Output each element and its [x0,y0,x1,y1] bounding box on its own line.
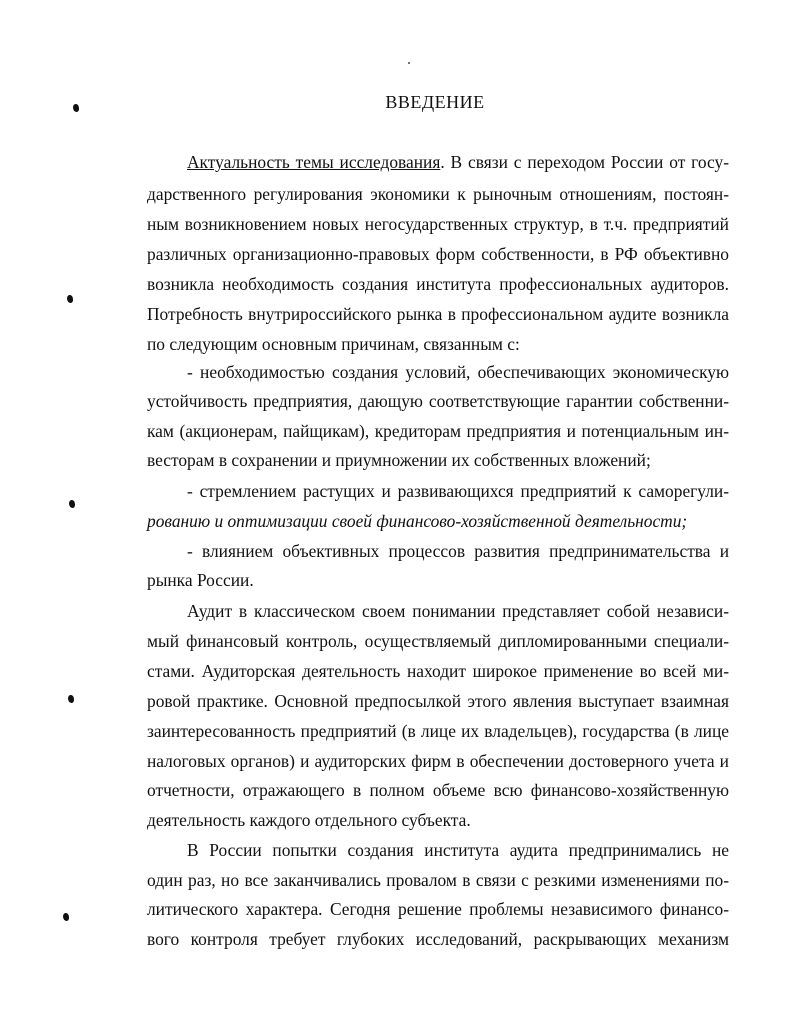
text-line: мый финансовый контроль, осуществляемый дипломированными специали- [147,631,729,651]
binding-hole-mark [69,500,75,508]
text-line-rest: . В связи с переходом России от госу- [440,152,729,172]
text-line: устойчивость предприятия, дающую соответствующие гарантии собственни- [147,391,729,411]
text-line: рынка России. [147,570,254,590]
scan-speck [408,62,410,64]
text-line: стами. Аудиторская деятельность находит широкое применение во всей ми- [147,661,729,681]
text-line: различных организационно-правовых форм собственности, в РФ объективно [147,244,729,264]
text-line: отчетности, отражающего в полном объеме всю финансово-хозяйственную [147,780,729,800]
text-line: заинтересованность предприятий (в лице их владельцев), государства (в лице [147,721,729,741]
binding-hole-mark [68,695,74,703]
binding-hole-mark [63,913,69,921]
paragraph-first-line: Аудит в классическом своем понимании представляет собой независи- [187,601,729,621]
text-line: дарственного регулирования экономики к рыночным отношениям, постоян- [147,184,729,204]
text-line: деятельность каждого отдельного субъекта. [147,810,471,830]
binding-hole-mark [67,295,73,303]
text-line: рованию и оптимизации своей финансово-хозяйственной деятельности; [147,511,688,531]
text-line: весторам в сохранении и приумножении их собственных вложений; [147,450,651,470]
page-title: ВВЕДЕНИЕ [385,92,485,112]
list-item-line: - влиянием объективных процессов развития предпринимательства и [187,541,729,561]
topic-relevance-heading: Актуальность темы исследования [187,152,441,172]
text-line: вого контроля требует глубоких исследований, раскрывающих механизм [147,929,729,949]
text-line: налоговых органов) и аудиторских фирм в обеспечении достоверного учета и [147,751,729,771]
text-line: литического характера. Сегодня решение проблемы независимого финансо- [147,899,729,919]
text-line: по следующим основным причинам, связанным с: [147,334,520,354]
list-item-line: - необходимостью создания условий, обеспечивающих экономическую [187,362,729,382]
list-item-line: - стремлением растущих и развивающихся предприятий к саморегули- [187,481,729,501]
text-line: возникла необходимость создания института профессиональных аудиторов. [147,274,729,294]
paragraph-first-line: В России попытки создания института аудита предпринимались не [187,840,729,860]
text-line: один раз, но все заканчивались провалом в связи с резкими изменениями по- [147,870,729,890]
text-line [187,152,729,172]
text-line: ным возникновением новых негосударственных структур, в т.ч. предприятий [147,214,729,234]
text-line: Потребность внутрироссийского рынка в профессиональном аудите возникла [147,304,729,324]
text-line: ровой практике. Основной предпосылкой этого явления выступает взаимная [147,691,729,711]
text-line: кам (акционерам, пайщикам), кредиторам предприятия и потенциальным ин- [147,421,729,441]
